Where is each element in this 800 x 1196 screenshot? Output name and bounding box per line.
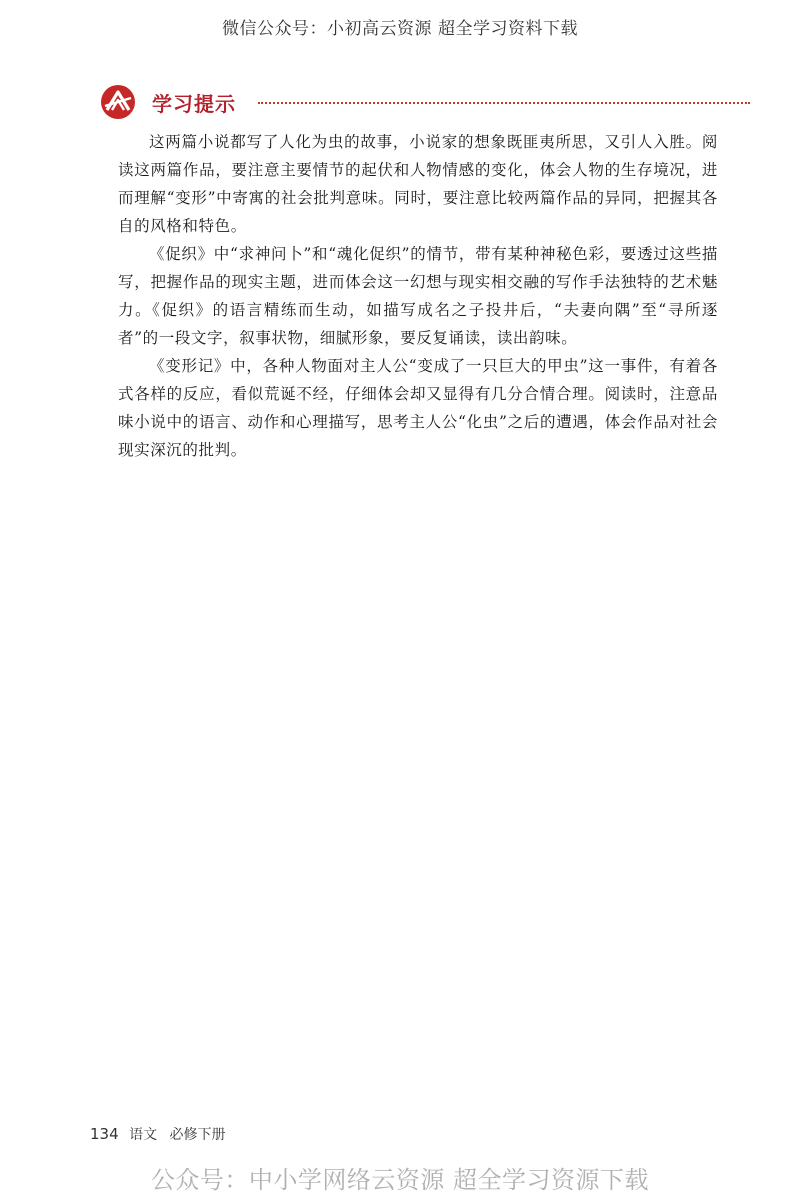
study-tips-body: [118, 128, 718, 464]
bottom-watermark: 公众号：中小学网络云资源 超全学习资源下载: [150, 1166, 650, 1194]
paragraph: 《变形记》中，各种人物面对主人公“变成了一只巨大的甲虫”这一事件，有着各式各样的反应，看似荒诞不经，仔细体会却又显得有几分合情合理。阅读时，注意品味小说中的语言、动作和心理描写，思考主人公“化虫”之后的遭遇，体会作品对社会现实深沉的批判。: [118, 357, 718, 459]
page-number: 134: [90, 1125, 119, 1143]
dotted-divider: [258, 102, 750, 104]
subject-label: 语文: [129, 1127, 158, 1143]
section-header: [100, 84, 750, 120]
paragraph: 《促织》中“求神问卜”和“魂化促织”的情节，带有某种神秘色彩，要透过这些描写，把握作品的现实主题，进而体会这一幻想与现实相交融的写作手法独特的艺术魅力。《促织》的语言精练而生动，如描写成名之子投井后，“夫妻向隅”至“寻所逐者”的一段文字，叙事状物，细腻形象，要反复诵读，读出韵味。: [118, 245, 718, 347]
paragraph: 这两篇小说都写了人化为虫的故事，小说家的想象既匪夷所思，又引人入胜。阅读这两篇作品，要注意主要情节的起伏和人物情感的变化，体会人物的生存境况，进而理解“变形”中寄寓的社会批判意味。同时，要注意比较两篇作品的异同，把握其各自的风格和特色。: [118, 133, 718, 235]
volume-label: 必修下册: [169, 1127, 226, 1143]
top-watermark: 微信公众号：小初高云资源 超全学习资料下载: [222, 19, 578, 39]
section-title: 学习提示: [152, 92, 236, 116]
page-footer: [90, 1124, 226, 1144]
study-tip-badge-icon: [100, 84, 136, 120]
